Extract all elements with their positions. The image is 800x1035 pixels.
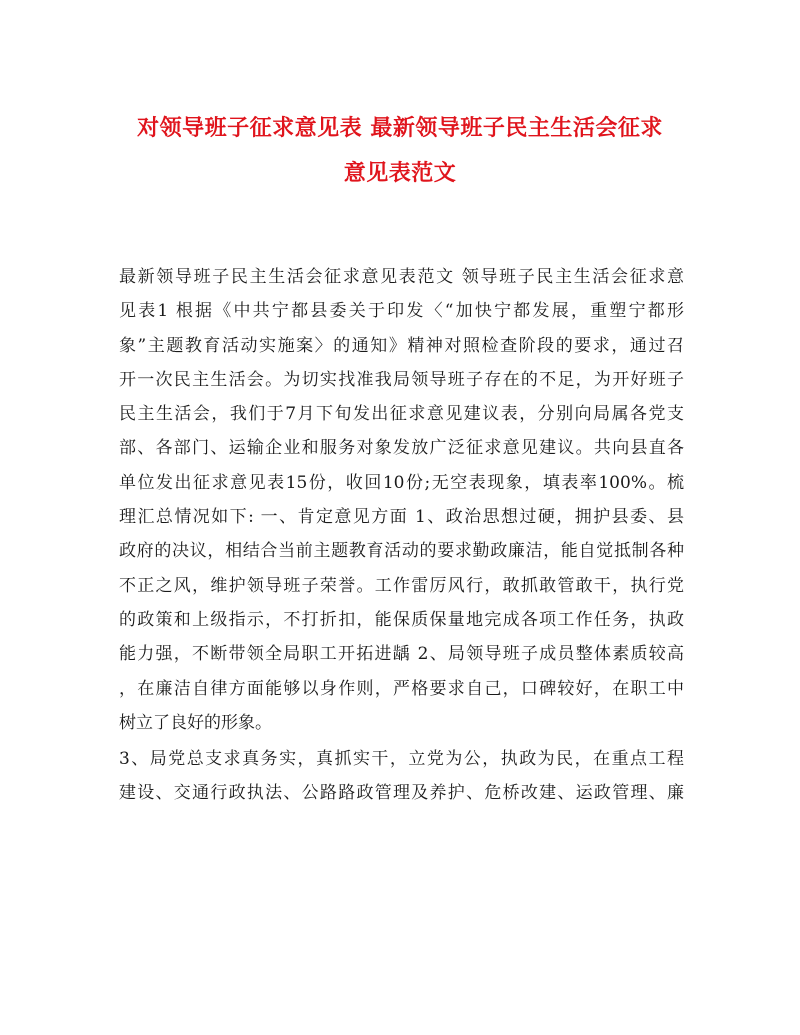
- text-line: 不正之风，维护领导班子荣誉。工作雷厉风行，敢抓敢管敢干，执行党: [119, 575, 684, 596]
- text-line: 民主生活会，我们于7月下旬发出征求意见建议表，分别向局属各党支: [119, 404, 684, 425]
- text-line: 能力强，不断带领全局职工开拓进龋 2、局领导班子成员整体素质较高: [119, 644, 684, 665]
- title-line: 意见表范文: [343, 160, 457, 186]
- paragraph: [119, 260, 684, 740]
- text-line: ，在廉洁自律方面能够以身作则，严格要求自己，口碑较好，在职工中: [119, 678, 684, 699]
- text-line: 最新领导班子民主生活会征求意见表范文 领导班子民主生活会征求意: [119, 267, 684, 287]
- text-line: 象”主题教育活动实施案〉的通知》精神对照检查阶段的要求，通过召: [119, 335, 684, 356]
- paragraph: [119, 742, 684, 811]
- text-line: 建设、交通行政执法、公路路政管理及养护、危桥改建、运政管理、廉: [119, 783, 684, 804]
- text-line: 的政策和上级指示，不打折扣，能保质保量地完成各项工作任务，执政: [119, 609, 684, 630]
- title-line: 对领导班子征求意见表 最新领导班子民主生活会征求: [137, 115, 663, 141]
- text-line: 政府的决议，相结合当前主题教育活动的要求勤政廉洁，能自觉抵制各种: [119, 541, 684, 562]
- document-body: [119, 260, 684, 811]
- text-line: 见表1 根据《中共宁都县委关于印发〈“加快宁都发展，重塑宁都形: [119, 301, 684, 322]
- text-line: 单位发出征求意见表15份，收回10份;无空表现象，填表率100%。梳: [119, 472, 684, 493]
- text-line: 3、局党总支求真务实，真抓实干，立党为公，执政为民，在重点工程: [119, 749, 684, 770]
- document-title: [100, 106, 700, 196]
- text-line: 树立了良好的形象。: [119, 712, 272, 733]
- text-line: 理汇总情况如下: 一、肯定意见方面 1、政治思想过硬，拥护县委、县: [119, 507, 684, 528]
- text-line: 部、各部门、运输企业和服务对象发放广泛征求意见建议。共向县直各: [119, 438, 684, 459]
- text-line: 开一次民主生活会。为切实找准我局领导班子存在的不足，为开好班子: [119, 369, 684, 390]
